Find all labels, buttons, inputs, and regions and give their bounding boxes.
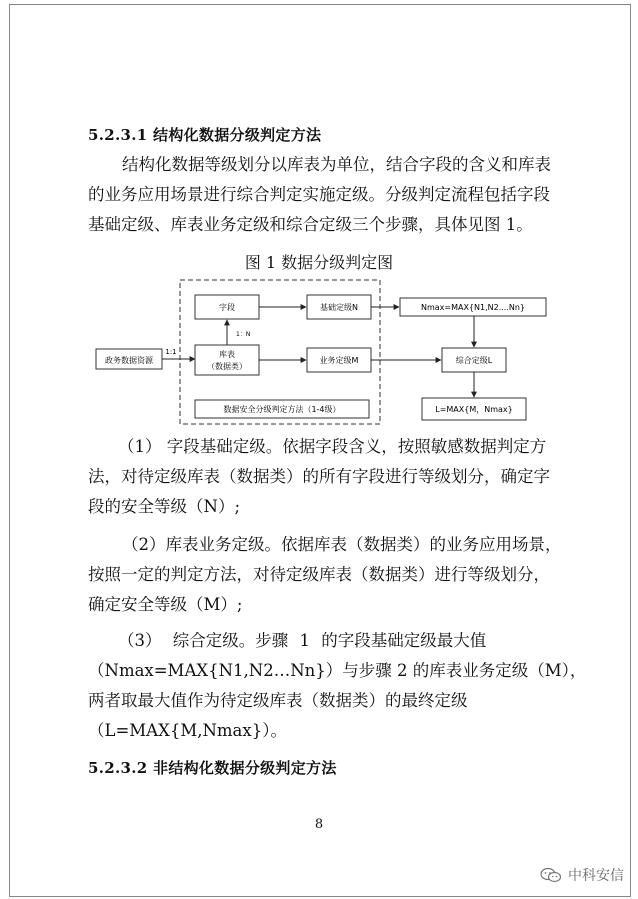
step2-paragraph [88,530,562,620]
wechat-icon [540,867,562,883]
text-line: 的业务应用场景进行综合判定实施定级。分级判定流程包括字段 [88,185,550,204]
section-heading-structured: 5.2.3.1 结构化数据分级判定方法 [88,126,322,144]
text-line: （Nmax=MAX{N1,N2…Nn}）与步骤 2 的库表业务定级（M）， [88,661,587,680]
watermark-text: 中科安信 [568,868,624,884]
table-sub-label: （数据类） [207,362,247,371]
text-line: 段的安全等级（N）; [88,497,240,516]
watermark [540,865,624,885]
section-heading-unstructured: 5.2.3.2 非结构化数据分级判定方法 [88,759,337,777]
text-line: 按照一定的判定方法，对待定级库表（数据类）进行等级划分， [88,565,550,584]
combined-level-label: 综合定级L [455,356,493,365]
text-line: 确定安全等级（M）; [88,595,243,614]
intro-paragraph [88,150,552,240]
text-line: （L=MAX{M,Nmax}）。 [88,721,287,740]
ratio-field-label: 1：N [236,331,251,338]
text-line: （1） 字段基础定级。依据字段含义，按照敏感数据判定方 [118,437,547,456]
ratio-source-label: 1:1 [165,348,177,356]
text-line: （2）库表业务定级。依据库表（数据类）的业务应用场景， [122,535,562,554]
result-label: L=MAX{M，Nmax} [435,405,513,414]
step1-paragraph [88,432,552,522]
source-label: 政务数据资源 [105,356,153,365]
table-label: 库表 [219,350,235,359]
page-number: 8 [314,817,324,832]
step3-paragraph [88,626,587,746]
biz-level-label: 业务定级M [319,356,359,365]
text-line: （3） 综合定级。步骤 1 的字段基础定级最大值 [118,631,487,650]
nmax-label: Nmax=MAX{N1,N2....Nn} [420,303,526,312]
text-line: 结构化数据等级划分以库表为单位，结合字段的含义和库表 [122,155,551,174]
base-level-label: 基础定级N [320,303,358,312]
field-label: 字段 [219,303,235,312]
text-line: 基础定级、库表业务定级和综合定级三个步骤，具体见图 1。 [88,215,533,234]
method-label: 数据安全分级判定方法（1-4级） [223,405,341,414]
figure-caption: 图 1 数据分级判定图 [244,253,394,272]
text-line: 两者取最大值作为待定级库表（数据类）的最终定级 [88,691,468,710]
text-line: 法，对待定级库表（数据类）的所有字段进行等级划分，确定字 [88,467,550,486]
classification-diagram [0,270,638,430]
